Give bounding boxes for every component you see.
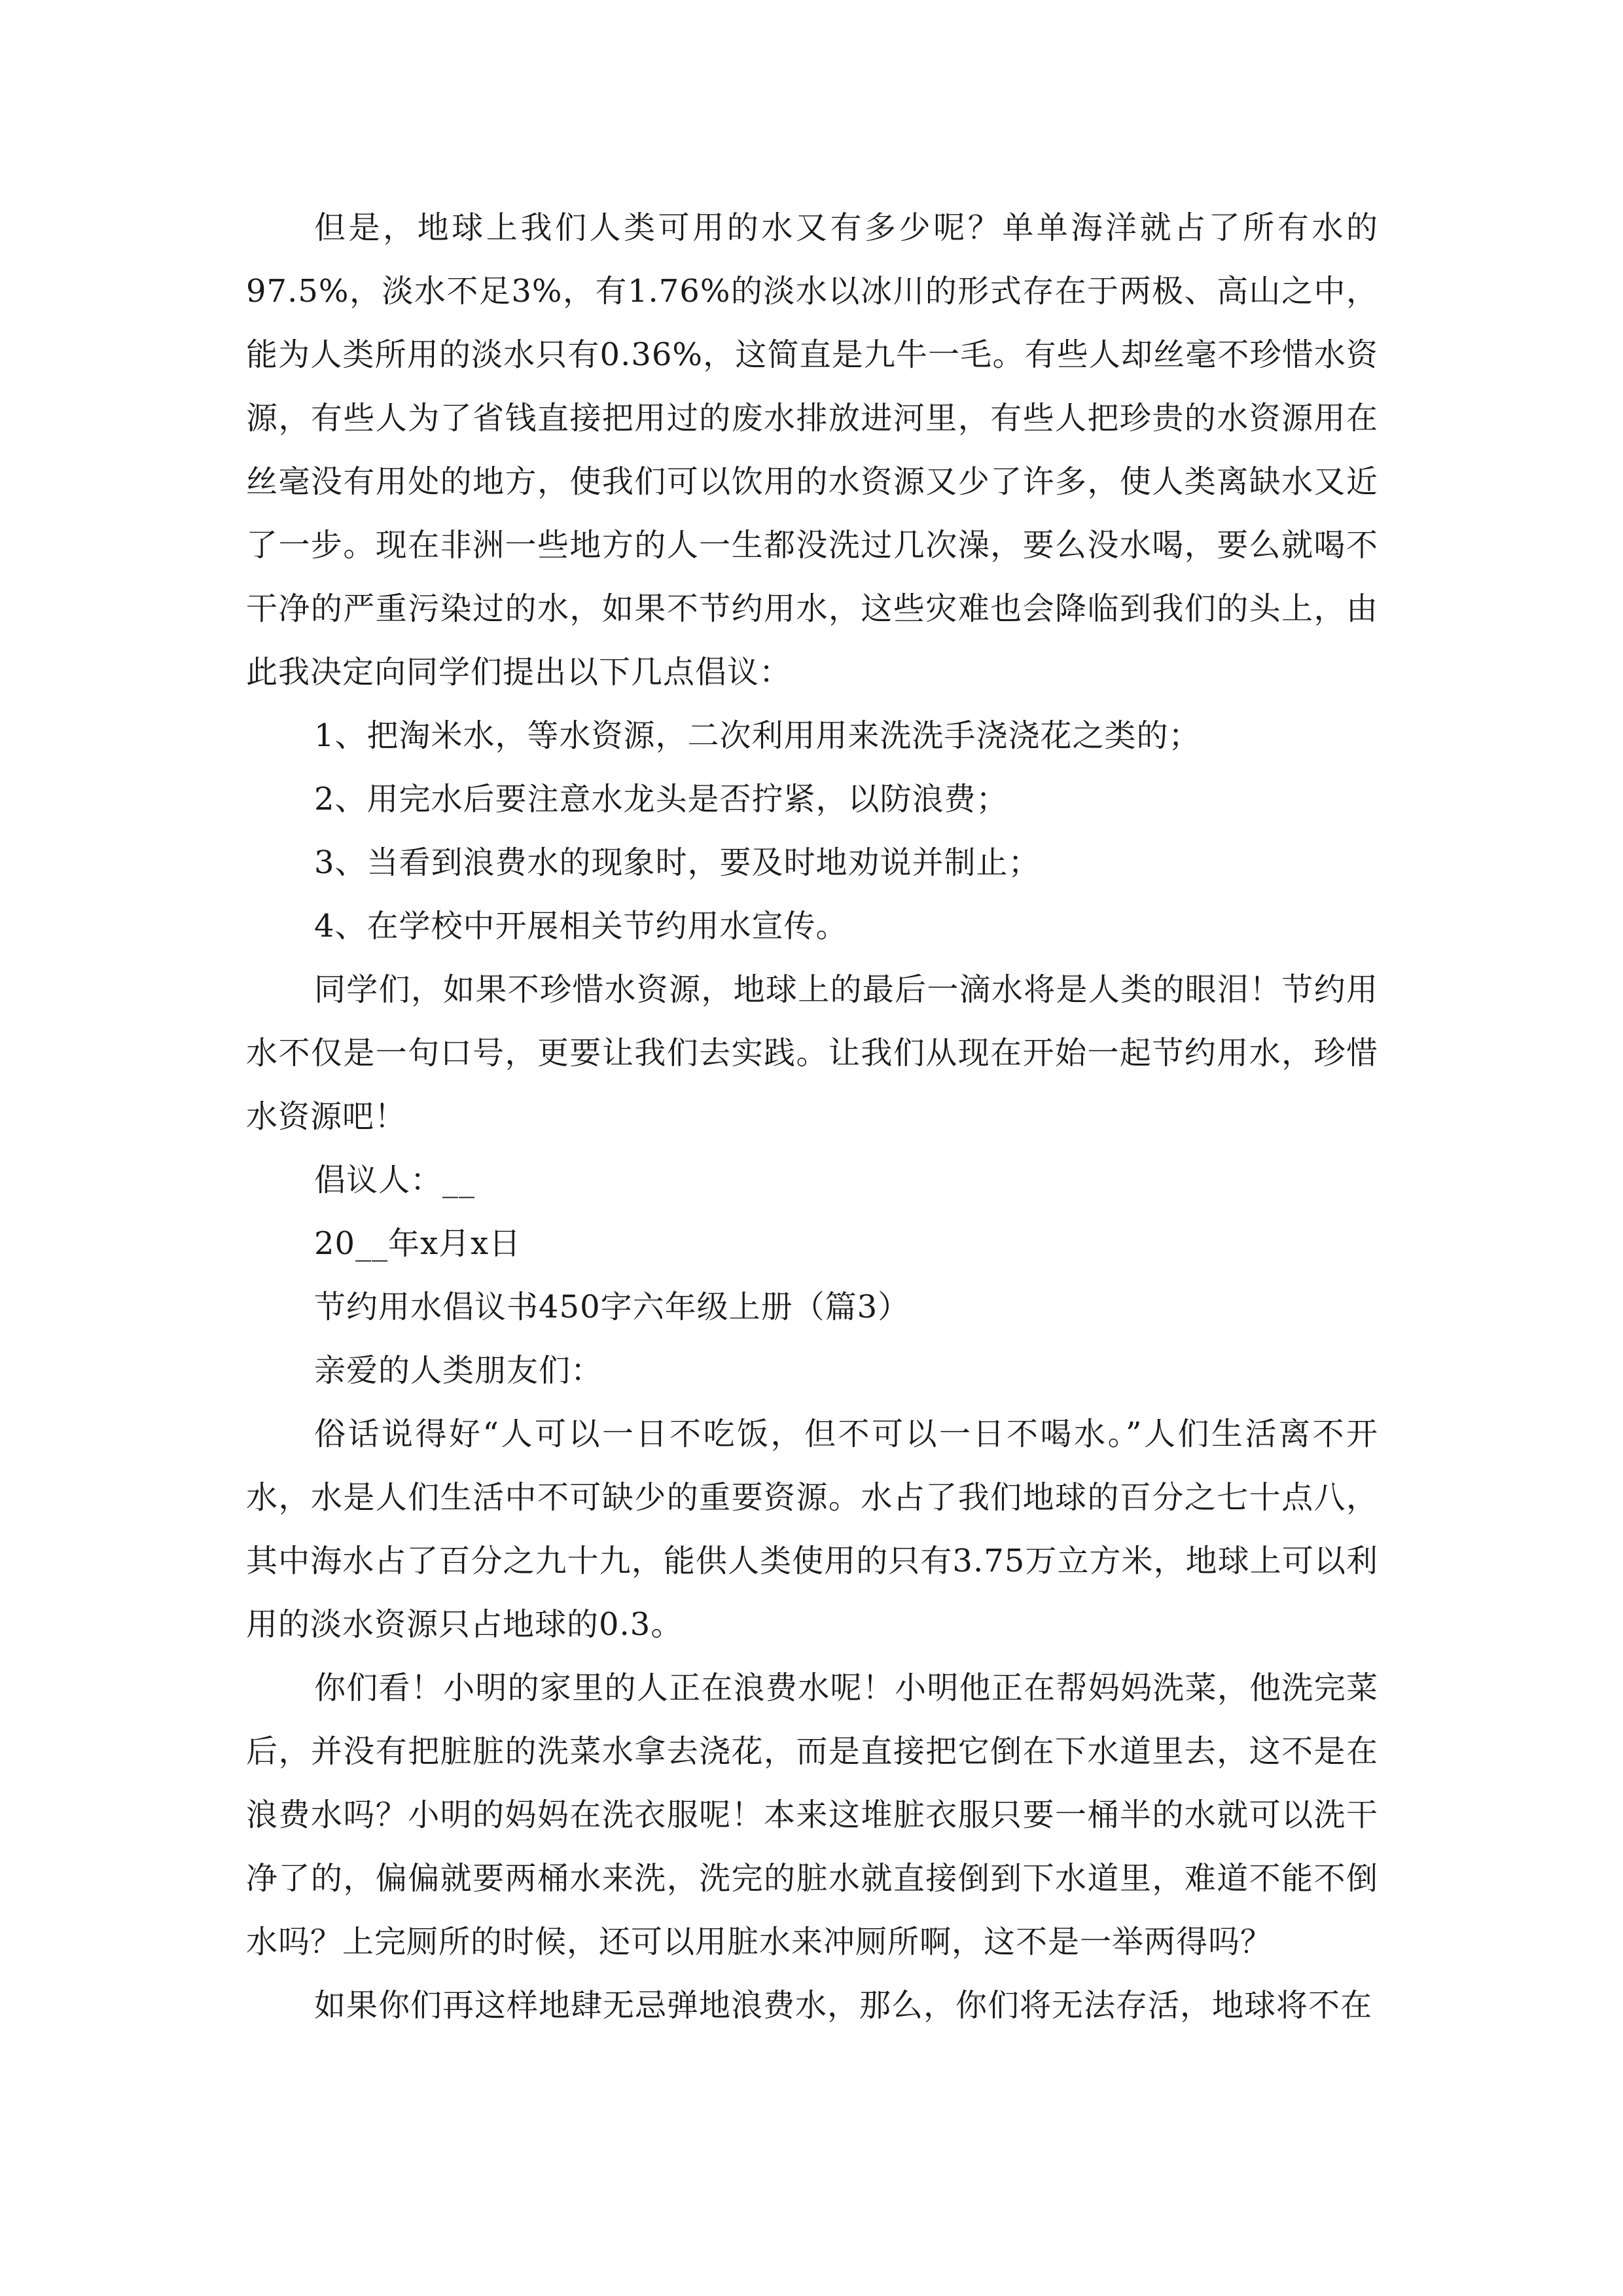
paragraph-call-to-action: 同学们，如果不珍惜水资源，地球上的最后一滴水将是人类的眼泪！节约用水不仅是一句口号，更要让我们去实践。让我们从现在开始一起节约用水，珍惜水资源吧！ — [246, 971, 1378, 1135]
paragraph-xiaoming-example: 你们看！小明的家里的人正在浪费水呢！小明他正在帮妈妈洗菜，他洗完菜后，并没有把脏脏的洗菜水拿去浇花，而是直接把它倒在下水道里去，这不是在浪费水吗？小明的妈妈在洗衣服呢！本来这堆脏衣服只要一桶半的水就可以洗干净了的，偏偏就要两桶水来洗，洗完的脏水就直接倒到下水道里，难道不能不倒水吗？上完厕所的时候，还可以用脏水来冲厕所啊，这不是一举两得吗？ — [246, 1670, 1378, 1960]
proposal-item-2: 2、用完水后要注意水龙头是否拧紧，以防浪费； — [314, 781, 1008, 817]
proposal-item-1: 1、把淘米水，等水资源，二次利用用来洗洗手浇浇花之类的； — [314, 717, 1201, 754]
paragraph-water-scarcity: 但是，地球上我们人类可用的水又有多少呢？单单海洋就占了所有水的97.5%，淡水不足3%，有1.76%的淡水以冰川的形式存在于两极、高山之中，能为人类所用的淡水只有0.36%，这简直是九牛一毛。有些人却丝毫不珍惜水资源，有些人为了省钱直接把用过的废水排放进河里，有些人把珍贵的水资源用在丝毫没有用处的地方，使我们可以饮用的水资源又少了许多，使人类离缺水又近了一步。现在非洲一些地方的人一生都没洗过几次澡，要么没水喝，要么就喝不干净的严重污染过的水，如果不节约用水，这些灾难也会降临到我们的头上，由此我决定向同学们提出以下几点倡议： — [246, 209, 1378, 691]
proposal-item-4: 4、在学校中开展相关节约用水宣传。 — [314, 908, 848, 944]
section-title: 节约用水倡议书450字六年级上册（篇3） — [314, 1289, 910, 1325]
proposal-item-3: 3、当看到浪费水的现象时，要及时地劝说并制止； — [314, 844, 1041, 881]
document-body — [246, 196, 1378, 2037]
paragraph-proverb: 俗话说得好“人可以一日不吃饭，但不可以一日不喝水。”人们生活离不开水，水是人们生活中不可缺少的重要资源。水占了我们地球的百分之七十点八，其中海水占了百分之九十九，能供人类使用的只有3.75万立方米，地球上可以利用的淡水资源只占地球的0.3。 — [246, 1416, 1378, 1643]
proposer-line: 倡议人：__ — [314, 1162, 476, 1198]
paragraph-warning: 如果你们再这样地肆无忌弹地浪费水，那么，你们将无法存活，地球将不在 — [314, 1987, 1373, 2024]
date-line: 20__年x月x日 — [314, 1225, 522, 1262]
salutation: 亲爱的人类朋友们： — [314, 1352, 603, 1389]
